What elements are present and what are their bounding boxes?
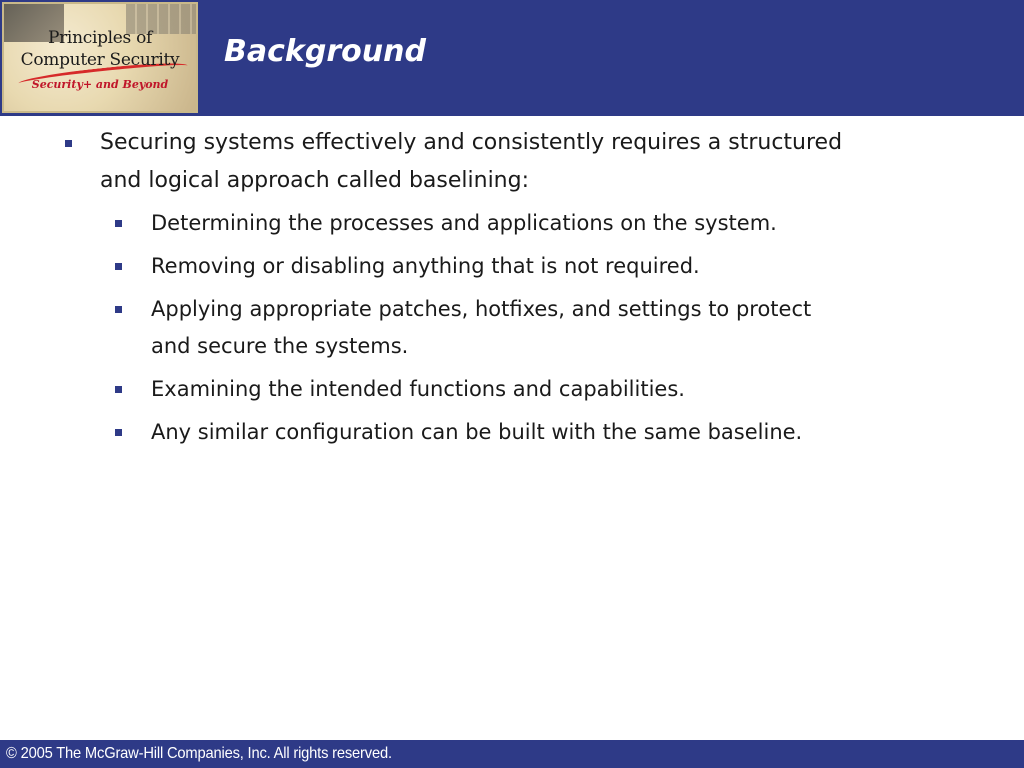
- bullet-marker: [115, 386, 122, 393]
- header-band: [0, 0, 1024, 116]
- bullet-marker: [65, 140, 72, 147]
- bullet-marker: [115, 220, 122, 227]
- bullet-text-line: Any similar configuration can be built with the same baseline.: [151, 420, 803, 444]
- bullet-text-line: Applying appropriate patches, hotfixes, and settings to protect: [151, 297, 812, 321]
- logo-tagline: Security+ and Beyond: [31, 78, 169, 91]
- bullet-text-line: Determining the processes and applications on the system.: [151, 211, 777, 235]
- book-logo: [2, 2, 198, 113]
- bullet-text-line: Securing systems effectively and consistently requires a structured: [100, 130, 843, 155]
- slide-title: Background: [224, 34, 426, 69]
- logo-text-line1: Principles of: [47, 28, 153, 48]
- bullet-marker: [115, 429, 122, 436]
- logo-text-line2: Computer Security: [20, 50, 180, 70]
- copyright-text: © 2005 The McGraw-Hill Companies, Inc. All rights reserved.: [6, 745, 392, 762]
- bullet-text-line: and secure the systems.: [151, 334, 409, 358]
- footer-band: [0, 740, 1024, 768]
- bullet-marker: [115, 306, 122, 313]
- bullet-marker: [115, 263, 122, 270]
- bullet-text-line: and logical approach called baselining:: [100, 168, 529, 193]
- bullet-text-line: Removing or disabling anything that is not required.: [151, 254, 700, 278]
- bullet-text-line: Examining the intended functions and capabilities.: [151, 377, 685, 401]
